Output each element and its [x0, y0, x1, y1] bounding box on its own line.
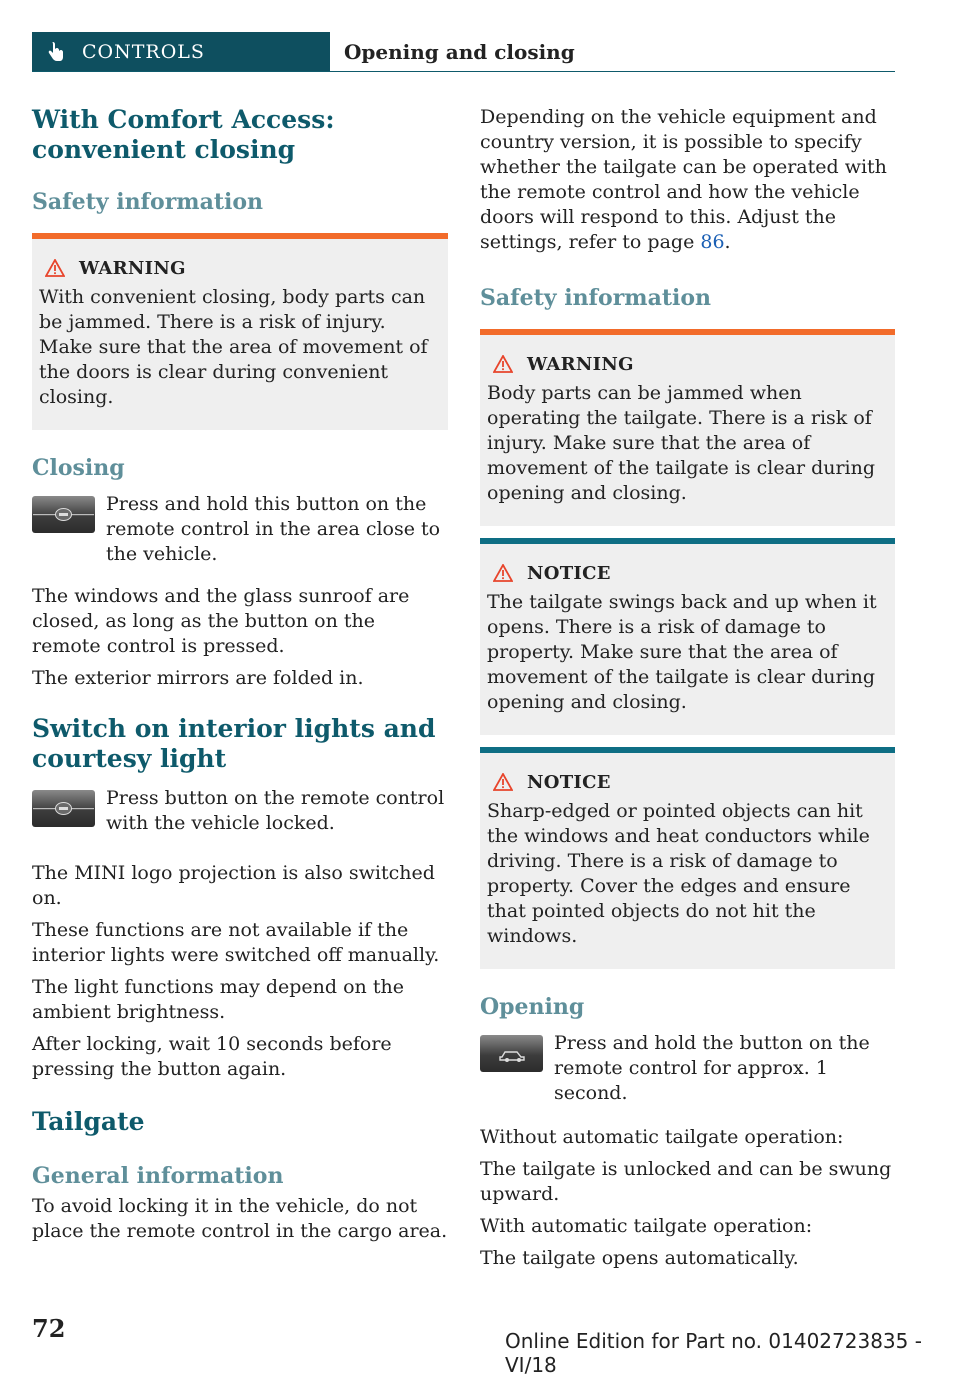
warning-triangle-icon	[45, 259, 65, 277]
warning-text: With convenient closing, body parts can be jammed. There is a risk of injury. Make sure that the area of movement of the doors is clear during convenient closing.	[39, 286, 428, 408]
notice-label: NOTICE	[527, 772, 611, 793]
warning-box	[32, 233, 448, 430]
intro-paragraph	[480, 105, 895, 255]
opening-heading: Opening	[480, 994, 585, 1020]
notice-label: NOTICE	[527, 563, 611, 584]
warning-header	[487, 353, 888, 377]
mini-logo-button-icon	[32, 496, 95, 533]
opening-paragraph-3: With automatic tailgate operation:	[480, 1215, 813, 1237]
notice-header	[487, 562, 888, 586]
section-label: CONTROLS	[82, 41, 205, 63]
edition-note: Online Edition for Part no. 01402723835 - VI/18	[505, 1329, 922, 1377]
general-paragraph: To avoid locking it in the vehicle, do not place the remote control in the cargo area.	[32, 1195, 448, 1242]
warning-triangle-icon	[493, 773, 513, 791]
interior-lights-heading: Switch on interior lights and courtesy light	[32, 714, 436, 773]
opening-paragraph-1: Without automatic tailgate operation:	[480, 1126, 844, 1148]
notice-header	[487, 771, 888, 795]
warning-label: WARNING	[79, 258, 186, 279]
page-reference-link[interactable]: 86	[700, 231, 725, 253]
page-header	[32, 32, 895, 72]
warning-label: WARNING	[527, 354, 634, 375]
warning-triangle-icon	[493, 564, 513, 582]
opening-paragraph-2: The tailgate is unlocked and can be swung upward.	[480, 1158, 892, 1205]
hand-pointer-icon	[44, 41, 66, 63]
warning-triangle-icon	[493, 355, 513, 373]
closing-button-text: Press and hold this button on the remote control in the area close to the vehicle.	[106, 493, 441, 565]
interior-paragraph-4: After locking, wait 10 seconds before pressing the button again.	[32, 1033, 392, 1080]
opening-button-text: Press and hold the button on the remote control for approx. 1 second.	[554, 1032, 870, 1104]
opening-paragraph-4: The tailgate opens automatically.	[480, 1247, 799, 1269]
mini-logo-button-icon	[32, 790, 95, 827]
notice-text: The tailgate swings back and up when it opens. There is a risk of damage to property. Make sure that the area of movement of the tailgate is clear during opening and closing.	[487, 591, 877, 713]
chapter-title: Opening and closing	[344, 40, 575, 64]
warning-box	[480, 329, 895, 526]
tailgate-heading: Tailgate	[32, 1107, 145, 1136]
notice-box	[480, 538, 895, 735]
page-number: 72	[32, 1314, 66, 1343]
left-column	[32, 105, 448, 1244]
tailgate-car-button-icon	[480, 1035, 543, 1072]
safety-info-heading: Safety information	[32, 189, 264, 215]
intro-text: Depending on the vehicle equipment and country version, it is possible to specify whether the tailgate can be operated with the remote control and how the vehicle doors will respond to this. Adjust the settings, refer to page	[480, 106, 887, 253]
interior-button-text: Press button on the remote control with the vehicle locked.	[106, 787, 445, 834]
warning-header	[39, 257, 441, 281]
safety-info-heading: Safety information	[480, 285, 712, 311]
general-info-heading: General information	[32, 1163, 284, 1189]
interior-paragraph-2: These functions are not available if the interior lights were switched off manually.	[32, 919, 440, 966]
closing-heading: Closing	[32, 455, 125, 481]
intro-end: .	[724, 231, 731, 253]
closing-button-row	[32, 492, 448, 567]
interior-paragraph-3: The light functions may depend on the ambient brightness.	[32, 976, 404, 1023]
opening-button-row	[480, 1031, 895, 1106]
closing-paragraph-2: The exterior mirrors are folded in.	[32, 667, 364, 689]
notice-text: Sharp-edged or pointed objects can hit the windows and heat conductors while driving. There is a risk of damage to property. Cover the edges and ensure that pointed objects do not hit the windows.	[487, 800, 870, 947]
interior-button-row	[32, 786, 448, 846]
notice-box	[480, 747, 895, 969]
comfort-access-heading: With Comfort Access: convenient closing	[32, 105, 335, 164]
section-tab	[32, 32, 330, 71]
warning-text: Body parts can be jammed when operating the tailgate. There is a risk of injury. Make sure that the area of movement of the tailgate is clear during opening and closing.	[487, 382, 876, 504]
interior-paragraph-1: The MINI logo projection is also switched on.	[32, 862, 435, 909]
right-column	[480, 105, 895, 1271]
closing-paragraph-1: The windows and the glass sunroof are closed, as long as the button on the remote control is pressed.	[32, 585, 410, 657]
